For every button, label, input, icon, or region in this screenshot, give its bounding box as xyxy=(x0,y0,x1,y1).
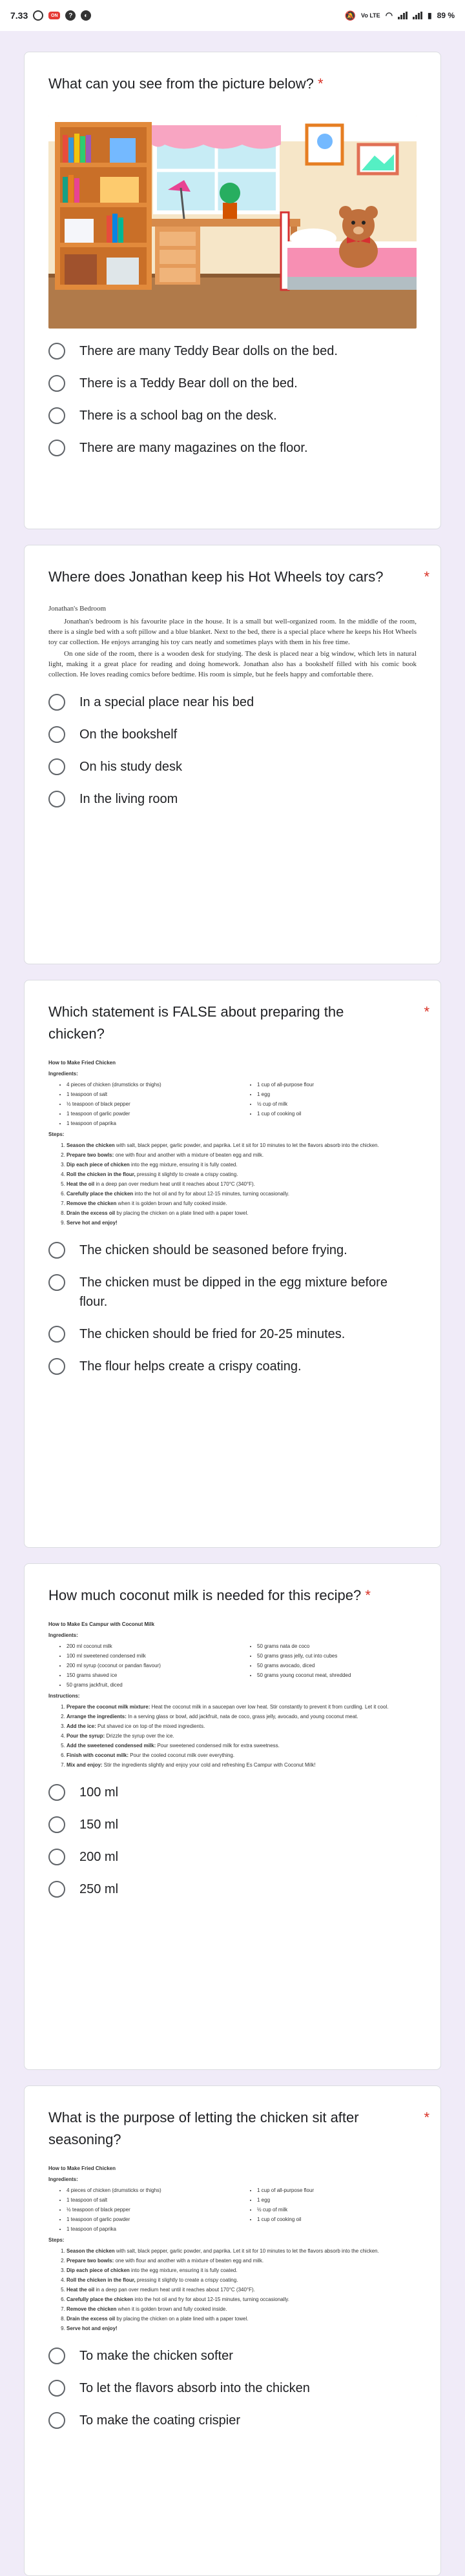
passage-title: Jonathan's Bedroom xyxy=(48,605,107,613)
whatsapp-icon xyxy=(33,10,43,21)
step-keyword: Heat the oil xyxy=(67,1181,95,1187)
ingredient-item: • 1 cup of all-purpose flour xyxy=(257,2186,417,2195)
step-item xyxy=(67,2324,417,2333)
step-text: by placing the chicken on a plate lined with a paper towel. xyxy=(115,1210,249,1216)
radio-button[interactable] xyxy=(48,1881,65,1898)
ingredient-item: • 150 grams shaved ice xyxy=(67,1670,226,1680)
radio-button[interactable] xyxy=(48,2412,65,2429)
step-keyword: Serve hot and enjoy! xyxy=(67,2326,118,2331)
step-keyword: Carefully place the chicken xyxy=(67,1191,134,1197)
ingredient-item: • ½ teaspoon of black pepper xyxy=(67,2205,226,2215)
step-item xyxy=(67,2275,417,2285)
steps-list xyxy=(48,1702,417,1770)
step-keyword: Prepare the coconut milk mixture: xyxy=(67,1704,150,1710)
radio-option[interactable]: To make the chicken softer xyxy=(48,2346,417,2366)
ingredients-column xyxy=(239,2186,417,2234)
question-title: What can you see from the picture below? * xyxy=(48,76,324,92)
step-item xyxy=(67,1160,417,1170)
step-item xyxy=(67,1208,417,1218)
steps-heading: Steps: xyxy=(48,2237,65,2243)
ingredient-item: • 1 cup of all-purpose flour xyxy=(257,1080,417,1090)
step-item xyxy=(67,1189,417,1199)
step-item xyxy=(67,2246,417,2256)
step-text: Pour the cooled coconut milk over everything. xyxy=(129,1752,235,1758)
step-keyword: Drain the excess oil xyxy=(67,2316,116,2322)
status-time: 7.33 xyxy=(10,10,28,21)
ingredients-heading: Ingredients: xyxy=(48,1071,78,1077)
radio-button[interactable] xyxy=(48,375,65,392)
question-card-3 xyxy=(24,980,441,1548)
question-card-1 xyxy=(24,52,441,529)
ingredients-list xyxy=(48,1641,417,1690)
step-item xyxy=(67,2266,417,2275)
ingredient-item: • 1 teaspoon of garlic powder xyxy=(67,2215,226,2224)
step-item xyxy=(67,1750,417,1760)
ingredient-item: • 4 pieces of chicken (drumsticks or thighs) xyxy=(67,1080,226,1090)
step-text: in a deep pan over medium heat until it reaches about 170°C (340°F). xyxy=(94,1181,255,1187)
ingredient-item: • 200 ml coconut milk xyxy=(67,1641,226,1651)
ingredients-heading: Ingredients: xyxy=(48,1632,78,1638)
step-text: In a serving glass or bowl, add jackfruit, nata de coco, grass jelly, avocado, and young coconut meat. xyxy=(126,1714,358,1719)
radio-option[interactable]: 100 ml xyxy=(48,1783,417,1802)
battery-icon: ▮ xyxy=(428,11,432,20)
radio-button[interactable] xyxy=(48,1784,65,1801)
help-icon: ? xyxy=(65,10,76,21)
ingredient-item: • ½ cup of milk xyxy=(257,1099,417,1109)
radio-button[interactable] xyxy=(48,1242,65,1259)
step-keyword: Carefully place the chicken xyxy=(67,2297,134,2302)
step-keyword: Add the ice: xyxy=(67,1723,96,1729)
step-text: one with flour and another with a mixture of beaten egg and milk. xyxy=(114,1152,264,1158)
radio-button[interactable] xyxy=(48,726,65,743)
ingredient-item: • 200 ml syrup (coconut or pandan flavour) xyxy=(67,1661,226,1670)
step-text: by placing the chicken on a plate lined with a paper towel. xyxy=(115,2316,249,2322)
step-item xyxy=(67,2295,417,2304)
news-icon: ON xyxy=(48,12,60,19)
step-text: Pour sweetened condensed milk for extra sweetness. xyxy=(156,1743,280,1749)
radio-button[interactable] xyxy=(48,791,65,807)
ingredient-item: • 1 teaspoon of paprika xyxy=(67,2224,226,2234)
ingredient-item: • ½ teaspoon of black pepper xyxy=(67,1099,226,1109)
radio-option[interactable]: In a special place near his bed xyxy=(48,693,417,712)
step-keyword: Season the chicken xyxy=(67,1142,115,1148)
recipe-title: How to Make Es Campur with Coconut Milk xyxy=(48,1621,155,1627)
step-text: into the hot oil and fry for about 12-15 minutes, turning occasionally. xyxy=(133,1191,289,1197)
ingredients-column xyxy=(239,1641,417,1690)
step-keyword: Roll the chicken in the flour, xyxy=(67,2277,136,2283)
radio-option[interactable]: To let the flavors absorb into the chicken xyxy=(48,2378,417,2398)
step-keyword: Remove the chicken xyxy=(67,1201,117,1206)
bedroom-picture xyxy=(48,116,417,329)
wifi-icon: ◠ xyxy=(385,10,393,20)
ingredient-item: • ½ cup of milk xyxy=(257,2205,417,2215)
ingredient-item: • 1 egg xyxy=(257,2195,417,2205)
radio-option[interactable]: In the living room xyxy=(48,789,417,809)
question-title: What is the purpose of letting the chicken sit after seasoning? * xyxy=(48,2107,417,2151)
steps-list xyxy=(48,2246,417,2333)
steps-heading: Steps: xyxy=(48,1131,65,1137)
step-text: with salt, black pepper, garlic powder, and paprika. Let it sit for 10 minutes to let the flavors absorb into the chicken. xyxy=(114,2248,379,2254)
step-keyword: Mix and enjoy: xyxy=(67,1762,103,1768)
ingredient-item: • 1 teaspoon of salt xyxy=(67,2195,226,2205)
question-card-5 xyxy=(24,2085,441,2576)
ingredient-item: • 50 grams jackfruit, diced xyxy=(67,1680,226,1690)
step-item xyxy=(67,1702,417,1712)
step-keyword: Finish with coconut milk: xyxy=(67,1752,129,1758)
question-title: How much coconut milk is needed for this recipe? * xyxy=(48,1587,371,1603)
step-text: one with flour and another with a mixture of beaten egg and milk. xyxy=(114,2258,264,2264)
required-asterisk: * xyxy=(318,76,324,92)
question-title: Which statement is FALSE about preparing the chicken? * xyxy=(48,1001,417,1045)
network-label: Vo LTE xyxy=(361,12,380,19)
passage-paragraph: Jonathan's bedroom is his favourite place in the house. It is a small but well-organized room. In the middle of the room, there is a single bed with a soft pillow and a blue blanket. Next to the bed, there is a special place where he keeps his Hot Wheels toy car collection. He enjoys arranging his toy cars neatly and sometimes plays with them in his free time. xyxy=(48,618,417,646)
steps-list xyxy=(48,1141,417,1228)
radio-button[interactable] xyxy=(48,1849,65,1865)
radio-option[interactable]: 200 ml xyxy=(48,1847,417,1867)
required-asterisk: * xyxy=(424,2109,429,2125)
step-item xyxy=(67,1150,417,1160)
ingredients-heading: Ingredients: xyxy=(48,2176,78,2182)
app-icon: ◐ xyxy=(81,10,91,21)
ingredients-column xyxy=(48,1080,226,1128)
recipe-fried-chicken xyxy=(48,2164,417,2333)
step-text: when it is golden brown and fully cooked inside. xyxy=(116,2306,227,2312)
recipe-es-campur xyxy=(48,1619,417,1770)
step-item xyxy=(67,1179,417,1189)
step-keyword: Serve hot and enjoy! xyxy=(67,1220,118,1226)
ingredient-item: • 50 grams avocado, diced xyxy=(257,1661,417,1670)
ingredients-column xyxy=(48,1641,226,1690)
step-keyword: Dip each piece of chicken xyxy=(67,1162,130,1168)
radio-button[interactable] xyxy=(48,694,65,711)
recipe-fried-chicken xyxy=(48,1058,417,1228)
step-text: Stir the ingredients slightly and enjoy your cold and refreshing Es Campur with Coconut Milk! xyxy=(102,1762,316,1768)
recipe-title: How to Make Fried Chicken xyxy=(48,1060,116,1066)
recipe-title: How to Make Fried Chicken xyxy=(48,2165,116,2171)
radio-option[interactable]: There are many magazines on the floor. xyxy=(48,438,417,458)
ingredient-item: • 1 teaspoon of paprika xyxy=(67,1119,226,1128)
step-item xyxy=(67,1141,417,1150)
step-text: Put shaved ice on top of the mixed ingredients. xyxy=(96,1723,205,1729)
step-item xyxy=(67,2256,417,2266)
ingredient-item: • 1 egg xyxy=(257,1090,417,1099)
radio-button[interactable] xyxy=(48,1274,65,1291)
radio-button[interactable] xyxy=(48,2348,65,2364)
step-item xyxy=(67,1170,417,1179)
question-card-2 xyxy=(24,545,441,964)
ingredients-list xyxy=(48,2186,417,2234)
radio-option[interactable]: There are many Teddy Bear dolls on the bed. xyxy=(48,341,417,361)
required-asterisk: * xyxy=(424,1004,429,1020)
radio-option[interactable]: To make the coating crispier xyxy=(48,2411,417,2430)
ingredient-item: • 100 ml sweetened condensed milk xyxy=(67,1651,226,1661)
steps-heading: Instructions: xyxy=(48,1693,80,1699)
ingredients-column xyxy=(48,2186,226,2234)
step-text: when it is golden brown and fully cooked inside. xyxy=(116,1201,227,1206)
radio-option[interactable]: The chicken should be fried for 20-25 minutes. xyxy=(48,1324,417,1344)
step-item xyxy=(67,1741,417,1750)
step-text: pressing it slightly to create a crispy coating. xyxy=(135,2277,238,2283)
step-keyword: Remove the chicken xyxy=(67,2306,117,2312)
step-keyword: Prepare two bowls: xyxy=(67,1152,114,1158)
passage-paragraph: On one side of the room, there is a wooden desk for studying. The desk is placed near a big window, which lets in natural light, making it a great place for reading and doing homework. Jonathan also has a bookshelf filled with his comic book collection. He loves reading comics before bedtime. His room is simple, but he feels happy and comfortable there. xyxy=(48,650,417,678)
radio-option[interactable]: The flour helps create a crispy coating. xyxy=(48,1357,417,1376)
battery-level: 89 % xyxy=(437,11,455,20)
step-text: Drizzle the syrup over the ice. xyxy=(105,1733,174,1739)
passage xyxy=(48,605,417,680)
radio-option[interactable]: On his study desk xyxy=(48,757,417,776)
radio-option[interactable]: There is a Teddy Bear doll on the bed. xyxy=(48,374,417,393)
radio-button[interactable] xyxy=(48,407,65,424)
radio-option[interactable]: There is a school bag on the desk. xyxy=(48,406,417,425)
step-keyword: Pour the syrup: xyxy=(67,1733,105,1739)
radio-option[interactable]: 150 ml xyxy=(48,1815,417,1834)
radio-button[interactable] xyxy=(48,1816,65,1833)
step-text: into the hot oil and fry for about 12-15 minutes, turning occasionally. xyxy=(133,2297,289,2302)
step-keyword: Roll the chicken in the flour, xyxy=(67,1171,136,1177)
step-item xyxy=(67,2285,417,2295)
radio-button[interactable] xyxy=(48,343,65,360)
step-item xyxy=(67,1712,417,1721)
ingredient-item: • 1 teaspoon of salt xyxy=(67,1090,226,1099)
step-item xyxy=(67,2304,417,2314)
question-card-4 xyxy=(24,1563,441,2070)
step-keyword: Prepare two bowls: xyxy=(67,2258,114,2264)
mute-icon: 🔕 xyxy=(344,10,356,21)
step-text: Heat the coconut milk in a saucepan over low heat. Stir constantly to prevent it from curdling. Let it cool. xyxy=(150,1704,389,1710)
ingredients-column xyxy=(239,1080,417,1128)
step-keyword: Drain the excess oil xyxy=(67,1210,116,1216)
ingredient-item: • 50 grams nata de coco xyxy=(257,1641,417,1651)
radio-option[interactable]: The chicken should be seasoned before frying. xyxy=(48,1241,417,1260)
radio-button[interactable] xyxy=(48,2380,65,2397)
step-keyword: Add the sweetened condensed milk: xyxy=(67,1743,156,1749)
radio-option[interactable]: 250 ml xyxy=(48,1880,417,1899)
ingredients-list xyxy=(48,1080,417,1128)
step-item xyxy=(67,1731,417,1741)
ingredient-item: • 50 grams young coconut meat, shredded xyxy=(257,1670,417,1680)
question-title: Where does Jonathan keep his Hot Wheels toy cars? * xyxy=(48,566,417,588)
ingredient-item: • 4 pieces of chicken (drumsticks or thighs) xyxy=(67,2186,226,2195)
step-item xyxy=(67,1199,417,1208)
signal-icon xyxy=(398,12,408,19)
radio-button[interactable] xyxy=(48,1358,65,1375)
ingredient-item: • 1 teaspoon of garlic powder xyxy=(67,1109,226,1119)
radio-button[interactable] xyxy=(48,440,65,456)
required-asterisk: * xyxy=(365,1587,371,1603)
step-text: into the egg mixture, ensuring it is fully coated. xyxy=(129,1162,238,1168)
step-item xyxy=(67,1218,417,1228)
step-item xyxy=(67,1721,417,1731)
step-text: in a deep pan over medium heat until it reaches about 170°C (340°F). xyxy=(94,2287,255,2293)
step-keyword: Heat the oil xyxy=(67,2287,95,2293)
status-bar xyxy=(0,0,465,31)
step-item xyxy=(67,2314,417,2324)
radio-option[interactable]: The chicken must be dipped in the egg mixture before flour. xyxy=(48,1273,417,1312)
step-item xyxy=(67,1760,417,1770)
step-text: pressing it slightly to create a crispy coating. xyxy=(135,1171,238,1177)
radio-option[interactable]: On the bookshelf xyxy=(48,725,417,744)
signal-icon-2 xyxy=(413,12,422,19)
step-text: with salt, black pepper, garlic powder, and paprika. Let it sit for 10 minutes to let the flavors absorb into the chicken. xyxy=(114,1142,379,1148)
step-keyword: Season the chicken xyxy=(67,2248,115,2254)
ingredient-item: • 1 cup of cooking oil xyxy=(257,1109,417,1119)
required-asterisk: * xyxy=(424,569,429,585)
step-keyword: Dip each piece of chicken xyxy=(67,2267,130,2273)
ingredient-item: • 1 cup of cooking oil xyxy=(257,2215,417,2224)
bedroom-illustration xyxy=(48,116,417,329)
step-keyword: Arrange the ingredients: xyxy=(67,1714,127,1719)
radio-button[interactable] xyxy=(48,758,65,775)
ingredient-item: • 50 grams grass jelly, cut into cubes xyxy=(257,1651,417,1661)
radio-button[interactable] xyxy=(48,1326,65,1343)
step-text: into the egg mixture, ensuring it is fully coated. xyxy=(129,2267,238,2273)
